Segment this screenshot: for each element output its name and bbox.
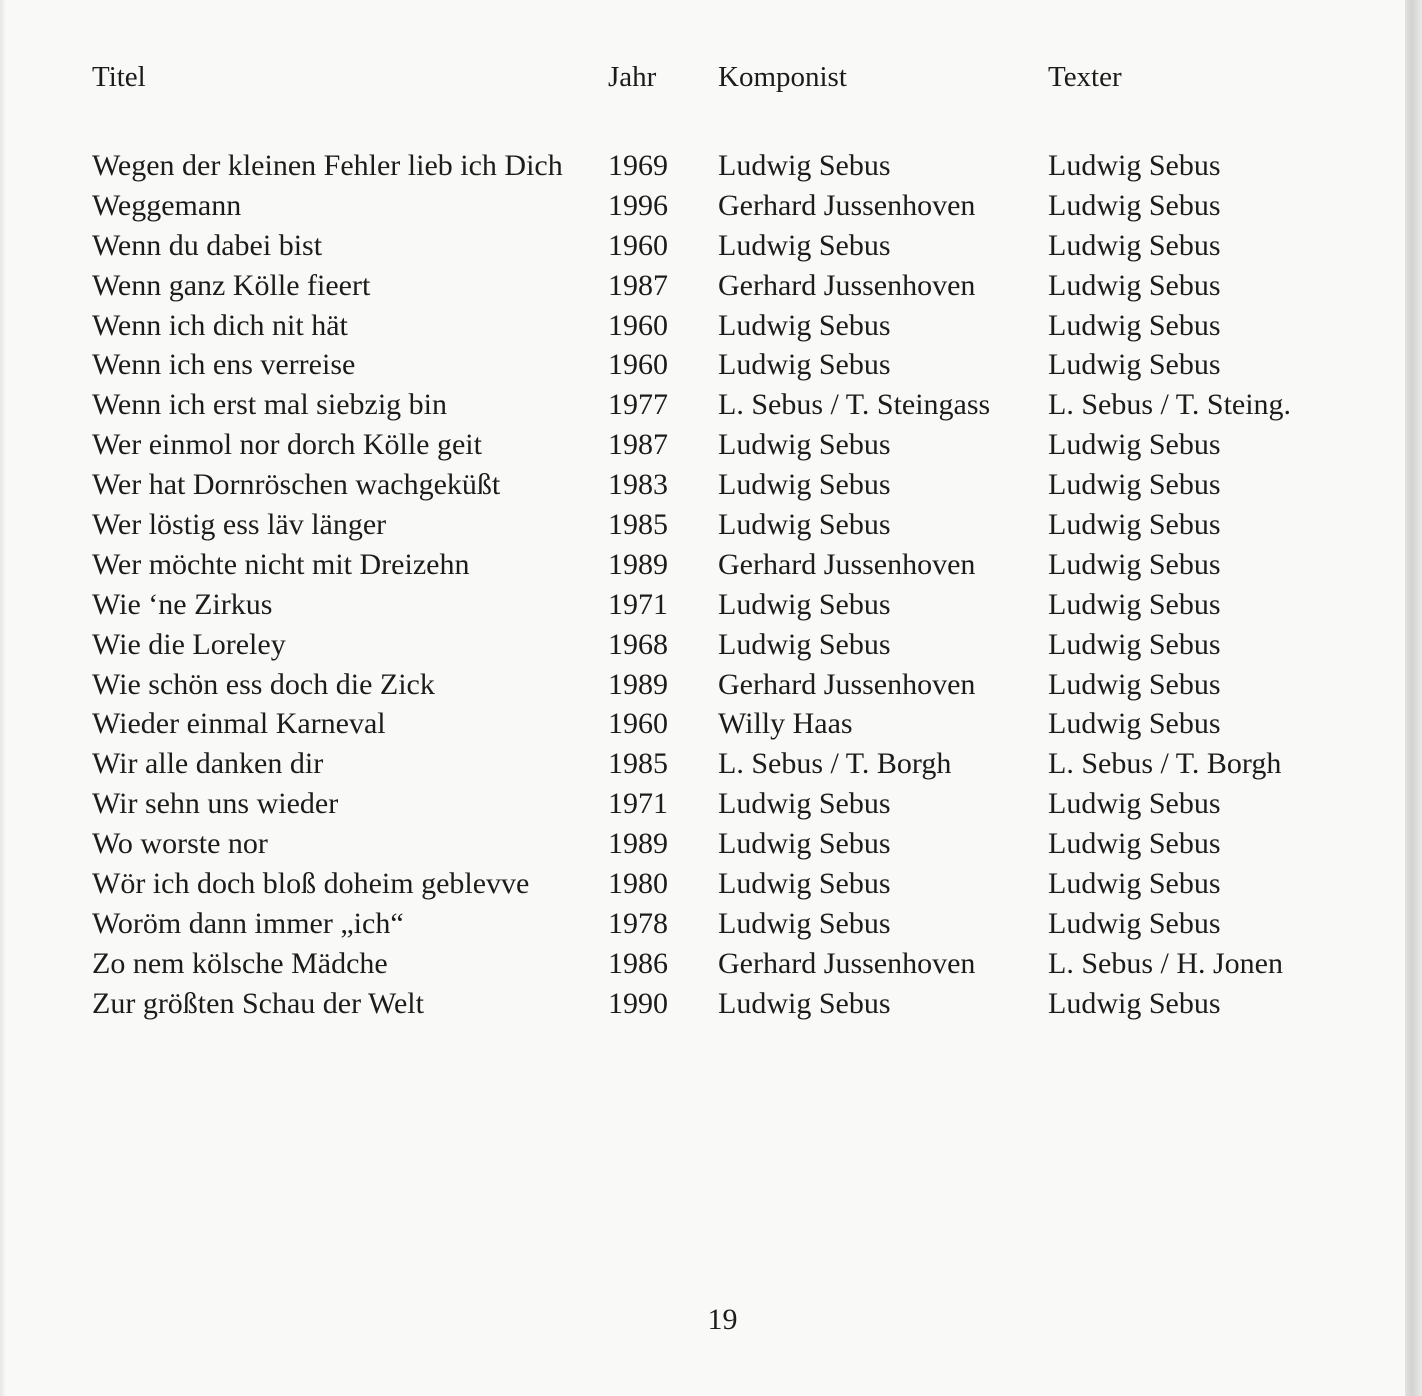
- song-year: 1960: [608, 707, 668, 741]
- song-year: 1969: [608, 149, 668, 182]
- song-year: 1990: [608, 986, 668, 1020]
- song-lyricist: L. Sebus / T. Steing.: [1048, 388, 1292, 422]
- table-row: [0, 146, 1405, 186]
- song-year: 1989: [608, 827, 668, 861]
- song-title: Wenn ich ens verreise: [92, 348, 356, 382]
- table-row: [0, 465, 1405, 505]
- song-lyricist: L. Sebus / H. Jonen: [1048, 946, 1283, 980]
- page-right-edge: [1405, 0, 1422, 1396]
- song-title: Wenn du dabei bist: [92, 228, 323, 262]
- song-composer: Ludwig Sebus: [718, 348, 891, 382]
- song-lyricist: Ludwig Sebus: [1048, 707, 1221, 741]
- song-composer: L. Sebus / T. Steingass: [718, 388, 991, 422]
- song-title: Wie ‘ne Zirkus: [92, 587, 273, 621]
- song-year: 1987: [608, 428, 668, 462]
- song-lyricist: Ludwig Sebus: [1048, 149, 1221, 182]
- song-title: Zo nem kölsche Mädche: [92, 946, 388, 980]
- song-year: 1985: [608, 508, 668, 542]
- song-composer: Ludwig Sebus: [718, 986, 891, 1020]
- song-composer: Ludwig Sebus: [718, 906, 891, 940]
- song-year: 1996: [608, 188, 668, 222]
- table-row: [0, 186, 1405, 226]
- song-composer: L. Sebus / T. Borgh: [718, 747, 952, 781]
- header-year: Jahr: [608, 61, 657, 93]
- song-composer: Gerhard Jussenhoven: [718, 268, 976, 302]
- table-row: [0, 665, 1405, 705]
- song-year: 1971: [608, 587, 668, 621]
- song-title: Wenn ich erst mal siebzig bin: [92, 388, 447, 422]
- song-year: 1960: [608, 308, 668, 342]
- song-title: Wieder einmal Karneval: [92, 707, 386, 741]
- song-composer: Ludwig Sebus: [718, 508, 891, 542]
- header-title: Titel: [92, 61, 146, 93]
- song-composer: Gerhard Jussenhoven: [718, 946, 976, 980]
- song-title: Zur größten Schau der Welt: [92, 986, 424, 1020]
- table-row: [0, 226, 1405, 266]
- song-lyricist: Ludwig Sebus: [1048, 428, 1221, 462]
- song-year: 1978: [608, 906, 668, 940]
- song-lyricist: Ludwig Sebus: [1048, 827, 1221, 861]
- table-row: [0, 704, 1405, 744]
- table-row: [0, 585, 1405, 625]
- song-composer: Ludwig Sebus: [718, 787, 891, 821]
- song-title: Wer hat Dornröschen wachgeküßt: [92, 468, 501, 502]
- song-composer: Ludwig Sebus: [718, 867, 891, 901]
- song-lyricist: Ludwig Sebus: [1048, 587, 1221, 621]
- song-lyricist: Ludwig Sebus: [1048, 308, 1221, 342]
- song-title: Wenn ich dich nit hät: [92, 308, 348, 342]
- table-row: [0, 266, 1405, 306]
- song-year: 1989: [608, 667, 668, 701]
- header-composer: Komponist: [718, 61, 847, 93]
- song-title: Wenn ganz Kölle fieert: [92, 268, 371, 302]
- song-lyricist: Ludwig Sebus: [1048, 468, 1221, 502]
- song-lyricist: Ludwig Sebus: [1048, 906, 1221, 940]
- table-row: [0, 744, 1405, 784]
- table-row: [0, 944, 1405, 984]
- table-row: [0, 824, 1405, 864]
- song-title: Wer löstig ess läv länger: [92, 508, 387, 542]
- song-lyricist: Ludwig Sebus: [1048, 867, 1221, 901]
- table-row: [0, 904, 1405, 944]
- song-lyricist: Ludwig Sebus: [1048, 547, 1221, 581]
- song-table: [0, 146, 1405, 1024]
- song-composer: Gerhard Jussenhoven: [718, 667, 976, 701]
- song-title: Wir sehn uns wieder: [92, 787, 339, 821]
- song-composer: Willy Haas: [718, 707, 853, 741]
- song-lyricist: Ludwig Sebus: [1048, 787, 1221, 821]
- song-composer: Ludwig Sebus: [718, 468, 891, 502]
- song-lyricist: Ludwig Sebus: [1048, 348, 1221, 382]
- song-composer: Ludwig Sebus: [718, 428, 891, 462]
- table-header: [0, 60, 1405, 94]
- song-year: 1977: [608, 388, 668, 422]
- table-row: [0, 625, 1405, 665]
- song-year: 1986: [608, 946, 668, 980]
- song-year: 1983: [608, 468, 668, 502]
- table-row: [0, 864, 1405, 904]
- song-lyricist: Ludwig Sebus: [1048, 508, 1221, 542]
- song-lyricist: Ludwig Sebus: [1048, 228, 1221, 262]
- header-lyricist: Texter: [1048, 61, 1122, 93]
- song-year: 1971: [608, 787, 668, 821]
- song-lyricist: Ludwig Sebus: [1048, 627, 1221, 661]
- song-composer: Ludwig Sebus: [718, 627, 891, 661]
- table-row: [0, 425, 1405, 465]
- song-composer: Gerhard Jussenhoven: [718, 188, 976, 222]
- song-lyricist: Ludwig Sebus: [1048, 268, 1221, 302]
- song-year: 1960: [608, 228, 668, 262]
- table-row: [0, 505, 1405, 545]
- table-row: [0, 545, 1405, 585]
- table-row: [0, 306, 1405, 346]
- song-composer: Ludwig Sebus: [718, 587, 891, 621]
- song-composer: Ludwig Sebus: [718, 827, 891, 861]
- song-year: 1989: [608, 547, 668, 581]
- song-title: Weggemann: [92, 188, 242, 222]
- table-row: [0, 385, 1405, 425]
- song-title: Wer möchte nicht mit Dreizehn: [92, 547, 470, 581]
- table-row: [0, 984, 1405, 1024]
- song-year: 1960: [608, 348, 668, 382]
- song-year: 1987: [608, 268, 668, 302]
- song-title: Wie die Loreley: [92, 627, 286, 661]
- song-lyricist: Ludwig Sebus: [1048, 986, 1221, 1020]
- song-title: Wir alle danken dir: [92, 747, 324, 781]
- song-title: Wie schön ess doch die Zick: [92, 667, 435, 701]
- song-composer: Ludwig Sebus: [718, 149, 891, 182]
- song-title: Woröm dann immer „ich“: [92, 906, 404, 940]
- song-title: Wer einmol nor dorch Kölle geit: [92, 428, 482, 462]
- song-title: Wegen der kleinen Fehler lieb ich Dich: [92, 149, 563, 182]
- song-title: Wo worste nor: [92, 827, 268, 861]
- song-composer: Ludwig Sebus: [718, 228, 891, 262]
- song-composer: Gerhard Jussenhoven: [718, 547, 976, 581]
- table-row: [0, 784, 1405, 824]
- song-lyricist: Ludwig Sebus: [1048, 667, 1221, 701]
- page-number: 19: [707, 1303, 738, 1336]
- song-year: 1985: [608, 747, 668, 781]
- song-title: Wör ich doch bloß doheim geblevve: [92, 867, 530, 901]
- song-year: 1980: [608, 867, 668, 901]
- song-composer: Ludwig Sebus: [718, 308, 891, 342]
- table-row: [0, 345, 1405, 385]
- song-lyricist: Ludwig Sebus: [1048, 188, 1221, 222]
- song-lyricist: L. Sebus / T. Borgh: [1048, 747, 1282, 781]
- song-year: 1968: [608, 627, 668, 661]
